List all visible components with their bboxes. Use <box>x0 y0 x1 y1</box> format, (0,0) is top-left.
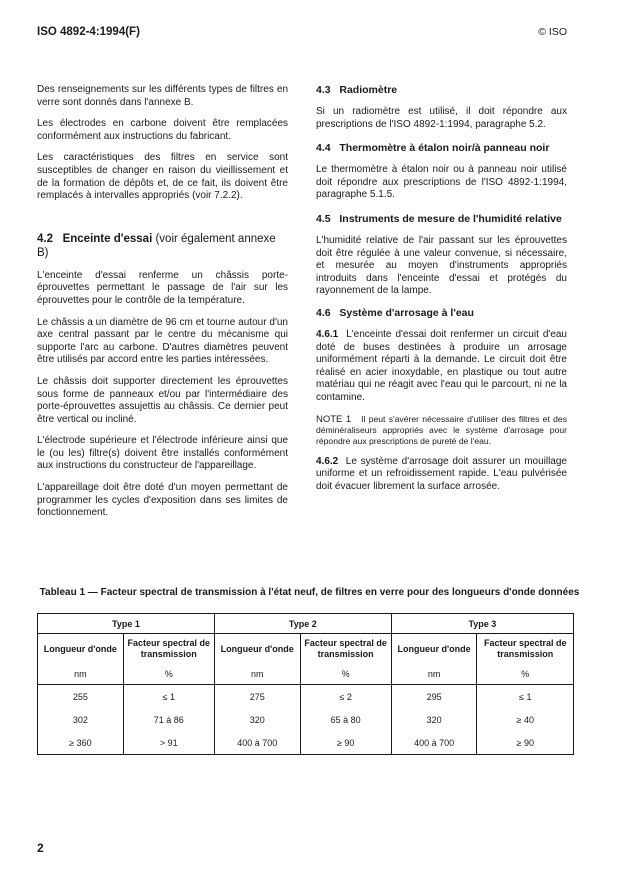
table-cell: 320 <box>391 708 477 731</box>
table-cell: ≥ 40 <box>477 708 574 731</box>
table-row <box>38 731 574 755</box>
unit-cell: nm <box>391 664 477 685</box>
paragraph: Si un radiomètre est utilisé, il doit répondre aux prescriptions de l'ISO 4892-1:1994, paragraphe 5.2. <box>316 106 567 130</box>
paragraph-text: Le système d'arrosage doit assurer un mouillage uniforme et un refroidissement rapide. L'eau pulvérisée doit évacuer librement la surface arrosée. <box>316 455 567 492</box>
table-cell: 275 <box>214 685 300 709</box>
note-text: Il peut s'avérer nécessaire d'utiliser des filtres et des déminéraliseurs appropriés avec le système d'arrosage pour répondre aux prescriptions de pureté de l'eau. <box>316 413 567 446</box>
section-number: 4.4 <box>316 142 331 155</box>
spectral-transmission-table <box>37 613 574 755</box>
table-cell: ≥ 90 <box>300 731 391 755</box>
table-cell: 295 <box>391 685 477 709</box>
unit-cell: % <box>477 664 574 685</box>
wavelength-header: Longueur d'onde <box>38 634 124 665</box>
section-title: Instruments de mesure de l'humidité relative <box>339 212 562 225</box>
section-title: Radiomètre <box>339 84 398 96</box>
type-header: Type 1 <box>38 614 215 634</box>
section-heading-4-4 <box>316 142 567 155</box>
table-cell: ≤ 1 <box>477 685 574 709</box>
left-column <box>37 84 288 529</box>
paragraph: L'appareillage doit être doté d'un moyen permettant de programmer les cycles d'exposition dans ses limites de fonctionnement. <box>37 482 288 519</box>
subsection-number: 4.6.2 <box>316 455 339 467</box>
table-cell: 302 <box>38 708 124 731</box>
table-cell: 255 <box>38 685 124 709</box>
unit-cell: % <box>123 664 214 685</box>
paragraph: L'humidité relative de l'air passant sur les éprouvettes doit être régulée à une valeur convenue, si nécessaire, et mesurée au moyen d'instruments appropriés introduits dans l'enceinte d'essai et protégés du rayonnement de la lampe. <box>316 234 567 297</box>
type-header: Type 2 <box>214 614 391 634</box>
paragraph: Le thermomètre à étalon noir ou à panneau noir utilisé doit répondre aux prescriptions de l'ISO 4892-1:1994, paragraphe 5.1.5. <box>316 164 567 201</box>
section-heading-4-5 <box>316 213 567 226</box>
paragraph-4-6-2 <box>316 456 567 494</box>
table-caption: Tableau 1 — Facteur spectral de transmission à l'état neuf, de filtres en verre pour des longueurs d'onde données <box>39 587 580 598</box>
subsection-number: 4.6.1 <box>316 328 339 340</box>
unit-cell: nm <box>38 664 124 685</box>
paragraph: Des renseignements sur les différents types de filtres en verre sont donnés dans l'annexe B. <box>37 84 288 108</box>
wavelength-header: Longueur d'onde <box>391 634 477 665</box>
table-column-header-row <box>38 634 574 665</box>
table-cell: ≤ 1 <box>123 685 214 709</box>
table-cell: 400 à 700 <box>391 731 477 755</box>
table-cell: 71 à 86 <box>123 708 214 731</box>
table-type-row <box>38 614 574 634</box>
table-cell: > 91 <box>123 731 214 755</box>
table-cell: ≤ 2 <box>300 685 391 709</box>
note-label: NOTE 1 <box>316 413 352 425</box>
section-heading-4-6 <box>316 307 567 320</box>
table-cell: 400 à 700 <box>214 731 300 755</box>
section-number: 4.2 <box>37 232 53 245</box>
table-cell: 65 à 80 <box>300 708 391 731</box>
table-row <box>38 685 574 709</box>
copyright-mark: © ISO <box>538 26 567 38</box>
paragraph: Le châssis doit supporter directement les éprouvettes sous forme de panneaux et/ou par l'intermédiaire des porte-éprouvettes assujettis au châssis. Ce dernier peut être vertical ou incliné. <box>37 375 288 425</box>
right-column <box>316 84 567 502</box>
table-cell: 320 <box>214 708 300 731</box>
unit-cell: % <box>300 664 391 685</box>
factor-header: Facteur spectral de transmission <box>300 634 391 665</box>
section-note: (voir également annexe B) <box>37 232 276 259</box>
section-number: 4.3 <box>316 84 331 96</box>
factor-header: Facteur spectral de transmission <box>477 634 574 665</box>
section-number: 4.5 <box>316 212 331 225</box>
section-number: 4.6 <box>316 306 331 319</box>
note <box>316 414 567 447</box>
section-heading-4-3 <box>316 84 567 97</box>
table-cell: ≥ 360 <box>38 731 124 755</box>
paragraph: Le châssis a un diamètre de 96 cm et tourne autour d'un axe central passant par le centre du mécanisme qui supporte l'arc au carbone. D'autres diamètres peuvent être utilisés par accord entre les parties intéressées. <box>37 316 288 366</box>
paragraph: L'enceinte d'essai renferme un châssis porte-éprouvettes permettant le passage de l'air sur les éprouvettes pour le contrôle de la température. <box>37 269 288 306</box>
paragraph: Les caractéristiques des filtres en service sont susceptibles de changer en raison du vieillissement et de la formation de dépôts et, de ce fait, ils doivent être remplacés à intervalles appropriés (voir 7.2.2). <box>37 152 288 202</box>
wavelength-header: Longueur d'onde <box>214 634 300 665</box>
section-heading-4-2 <box>37 232 288 260</box>
section-title: Thermomètre à étalon noir/à panneau noir <box>339 142 550 155</box>
table-cell: ≥ 90 <box>477 731 574 755</box>
document-id: ISO 4892-4:1994(F) <box>37 26 140 38</box>
page-number: 2 <box>37 841 44 855</box>
section-title: Système d'arrosage à l'eau <box>339 306 474 319</box>
factor-header: Facteur spectral de transmission <box>123 634 214 665</box>
paragraph: Les électrodes en carbone doivent être remplacées conformément aux instructions du fabricant. <box>37 118 288 142</box>
table-unit-row <box>38 664 574 685</box>
table-row <box>38 708 574 731</box>
unit-cell: nm <box>214 664 300 685</box>
paragraph-text: L'enceinte d'essai doit renfermer un circuit d'eau doté de buses destinées à produire un arrosage uniformément réparti à la demande. Le circuit doit être réalisé en acier inoxydable, en plastique ou tout autre matériau qui ne réagit avec l'eau qui le parcourt, ni ne la contamine. <box>316 328 567 403</box>
paragraph: L'électrode supérieure et l'électrode inférieure ainsi que le (ou les) filtre(s) doivent être installés conformément aux instructions du constructeur de l'appareillage. <box>37 435 288 472</box>
type-header: Type 3 <box>391 614 573 634</box>
section-title: Enceinte d'essai <box>62 232 153 245</box>
paragraph-4-6-1 <box>316 329 567 405</box>
